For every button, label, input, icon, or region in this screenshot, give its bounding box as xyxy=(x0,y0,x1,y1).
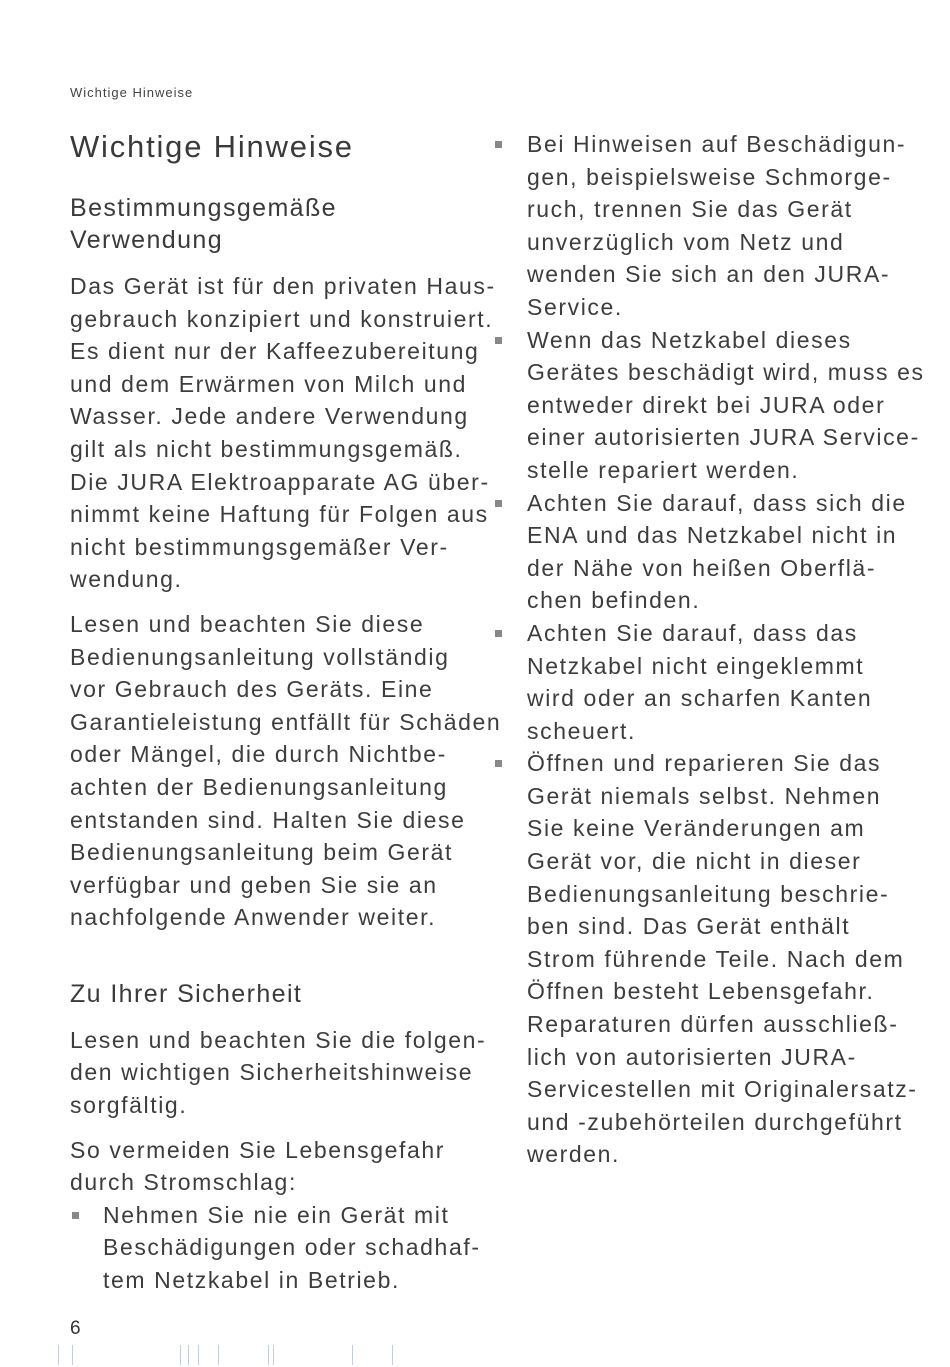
text-line: wendung. xyxy=(70,566,183,593)
text-line: Bei Hinweisen auf Beschädigun- xyxy=(527,131,907,157)
text-line: unverzüglich vom Netz und xyxy=(527,228,845,255)
square-bullet-icon xyxy=(495,500,502,507)
list-item xyxy=(70,1199,485,1297)
text-line: Achten Sie darauf, dass das xyxy=(527,619,858,646)
paragraph-read-manual xyxy=(70,608,502,934)
text-line: Service. xyxy=(527,293,623,320)
text-line: einer autorisierten JURA Service- xyxy=(527,424,920,451)
page-title: Wichtige Hinweise xyxy=(70,129,354,164)
text-line: Nehmen Sie nie ein Gerät mit xyxy=(103,1201,450,1228)
text-line: chen befinden. xyxy=(527,587,701,614)
text-line: So vermeiden Sie Lebensgefahr xyxy=(70,1136,446,1163)
heading-intended-use: Bestimmungsgemäße Verwendung xyxy=(70,194,337,254)
text-line: entstanden sind. Halten Sie diese xyxy=(70,806,466,833)
square-bullet-icon xyxy=(495,337,502,344)
text-line: Garantieleistung entfällt für Schäden xyxy=(70,708,502,735)
text-line: ben sind. Das Gerät enthält xyxy=(527,913,851,940)
text-line: tem Netzkabel in Betrieb. xyxy=(103,1267,400,1294)
text-line: Wenn das Netzkabel dieses xyxy=(527,326,852,353)
square-bullet-icon xyxy=(72,1212,79,1219)
text-line: sorgfältig. xyxy=(70,1092,188,1119)
text-line: werden. xyxy=(527,1141,621,1168)
paragraph-safety-intro xyxy=(70,1024,485,1122)
text-line: gebrauch konzipiert und konstruiert. xyxy=(70,305,494,332)
text-line: ruch, trennen Sie das Gerät xyxy=(527,196,853,223)
text-line: der Nähe von heißen Oberflä- xyxy=(527,554,877,581)
text-line: Gerät niemals selbst. Nehmen xyxy=(527,782,882,809)
list-item xyxy=(493,324,925,487)
text-line: lich von autorisierten JURA- xyxy=(527,1043,857,1070)
page-number: 6 xyxy=(70,1318,81,1339)
text-line: Sie keine Veränderungen am xyxy=(527,815,866,842)
text-line: wenden Sie sich an den JURA- xyxy=(527,261,891,288)
text-line: und -zubehörteilen durchgeführt xyxy=(527,1108,903,1135)
right-column xyxy=(493,128,925,1171)
text-line: durch Stromschlag: xyxy=(70,1169,297,1196)
text-line: nicht bestimmungsgemäßer Ver- xyxy=(70,533,449,560)
text-line: Servicestellen mit Originalersatz- xyxy=(527,1076,918,1103)
text-line: scheuert. xyxy=(527,717,637,744)
text-line: Öffnen besteht Lebensgefahr. xyxy=(527,978,875,1005)
list-item-text xyxy=(527,487,913,617)
text-line: Öffnen und reparieren Sie das xyxy=(527,750,882,777)
text-line: Die JURA Elektroapparate AG über- xyxy=(70,468,490,495)
left-column xyxy=(70,128,502,1297)
text-line: Lesen und beachten Sie diese xyxy=(70,610,425,637)
heading-safety: Zu Ihrer Sicherheit xyxy=(70,979,303,1008)
text-line: Gerät vor, die nicht in dieser xyxy=(527,848,862,875)
text-line: stelle repariert werden. xyxy=(527,456,800,483)
text-line: achten der Bedienungsanleitung xyxy=(70,773,448,800)
text-line: gen, beispielsweise Schmorge- xyxy=(527,163,892,190)
text-line: nachfolgende Anwender weiter. xyxy=(70,904,437,931)
text-line: und dem Erwärmen von Milch und xyxy=(70,370,467,397)
running-header: Wichtige Hinweise xyxy=(70,85,194,100)
list-item-text xyxy=(103,1199,485,1297)
paragraph-electric-shock xyxy=(70,1134,485,1199)
text-line: Bedienungsanleitung beim Gerät xyxy=(70,839,454,866)
text-line: gilt als nicht bestimmungsgemäß. xyxy=(70,435,463,462)
text-line: Beschädigungen oder schadhaf- xyxy=(103,1234,481,1261)
text-line: vor Gebrauch des Geräts. Eine xyxy=(70,676,434,703)
text-line: oder Mängel, die durch Nichtbe- xyxy=(70,741,447,768)
text-line: Das Gerät ist für den privaten Haus- xyxy=(70,273,496,299)
list-item xyxy=(493,128,913,324)
list-item-text xyxy=(527,747,918,1171)
text-line: wird oder an scharfen Kanten xyxy=(527,685,873,712)
text-line: Achten Sie darauf, dass sich die xyxy=(527,489,907,516)
paragraph-intended-use xyxy=(70,270,496,596)
text-line: ENA und das Netzkabel nicht in xyxy=(527,522,898,549)
text-line: Gerätes beschädigt wird, muss es xyxy=(527,359,925,386)
text-line: nimmt keine Haftung für Folgen aus xyxy=(70,501,489,528)
text-line: entweder direkt bei JURA oder xyxy=(527,391,886,418)
text-line: Es dient nur der Kaffeezubereitung xyxy=(70,338,480,365)
text-line: Lesen und beachten Sie die folgen- xyxy=(70,1026,487,1053)
list-item xyxy=(493,487,913,617)
list-item xyxy=(493,617,913,747)
text-line: den wichtigen Sicherheitshinweise xyxy=(70,1059,474,1086)
square-bullet-icon xyxy=(495,630,502,637)
square-bullet-icon xyxy=(495,141,502,148)
list-item-text xyxy=(527,324,925,487)
text-line: Strom führende Teile. Nach dem xyxy=(527,945,905,972)
text-line: Bedienungsanleitung vollständig xyxy=(70,643,450,670)
text-line: Wasser. Jede andere Verwendung xyxy=(70,403,469,430)
list-item-text xyxy=(527,617,913,747)
text-line: Bedienungsanleitung beschrie- xyxy=(527,880,890,907)
text-line: Reparaturen dürfen ausschließ- xyxy=(527,1011,899,1038)
square-bullet-icon xyxy=(495,760,502,767)
text-line: verfügbar und geben Sie sie an xyxy=(70,871,438,898)
text-line: Netzkabel nicht eingeklemmt xyxy=(527,652,865,679)
list-item-text xyxy=(527,128,913,324)
list-item xyxy=(493,747,918,1171)
